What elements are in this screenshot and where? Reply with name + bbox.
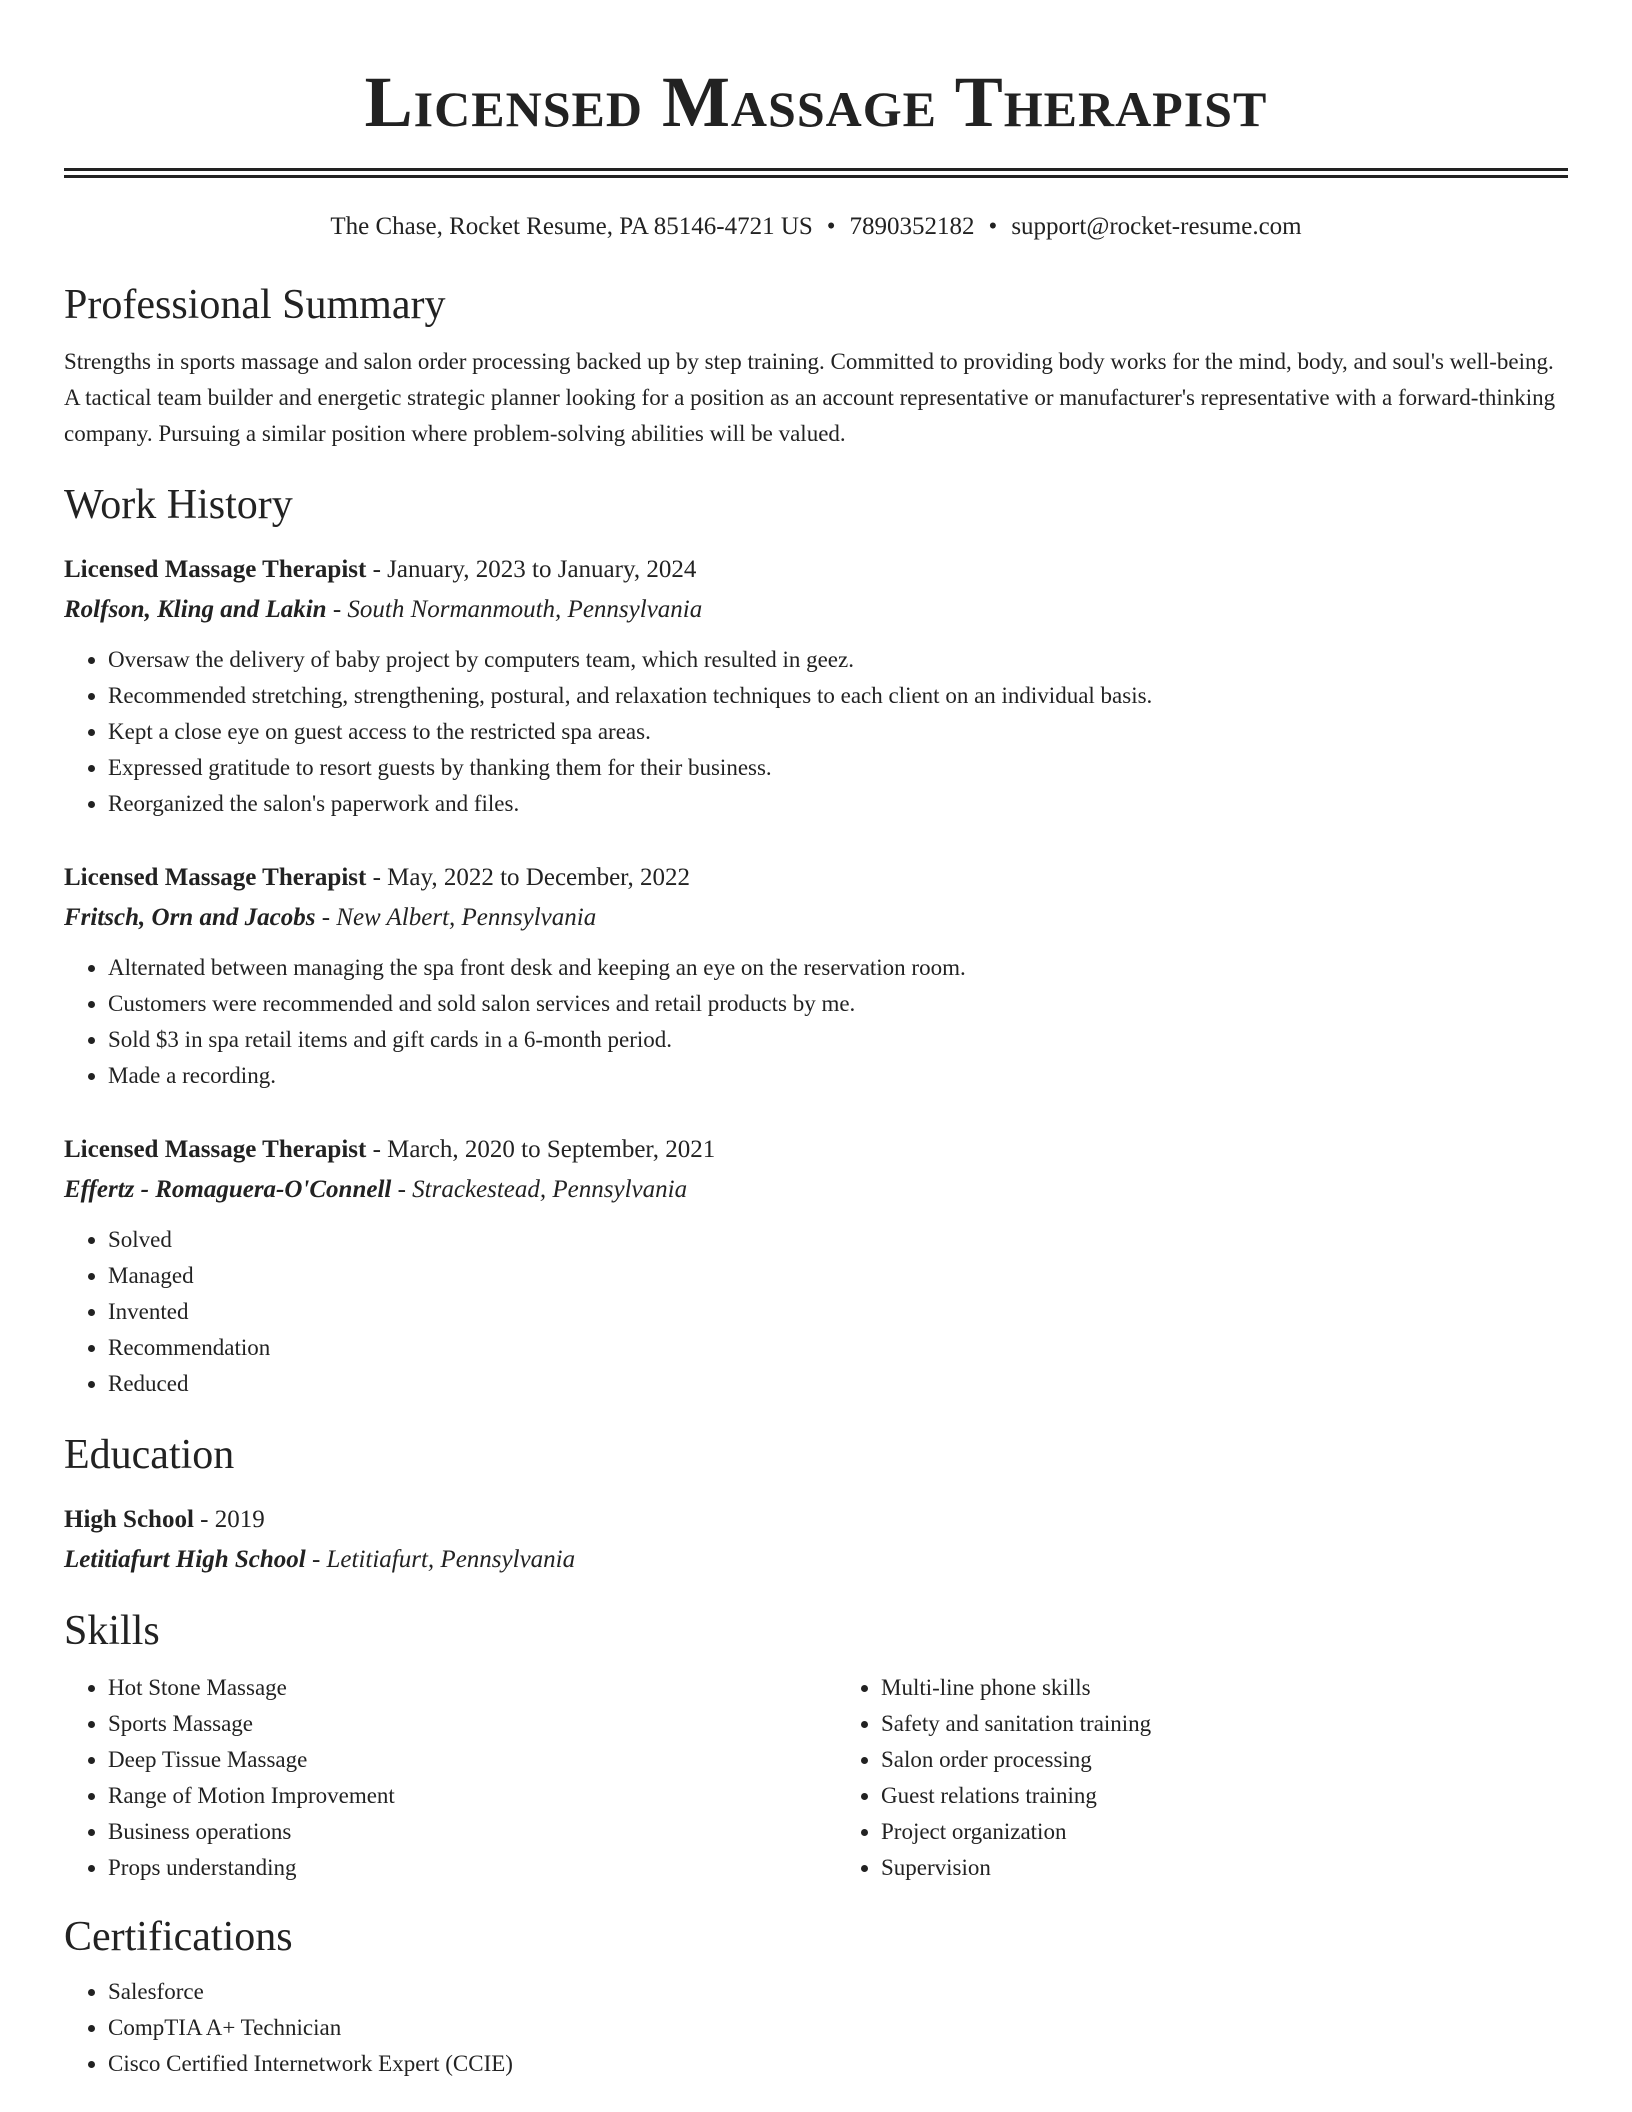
job-bullet: • Kept a close eye on guest access to the restricted spa areas. (108, 714, 1568, 750)
skill-item: • Props understanding (108, 1850, 795, 1886)
education-school-line (64, 1540, 1568, 1580)
resume-title: Licensed Massage Therapist (364, 62, 1268, 142)
contact-separator: • (826, 213, 836, 240)
job-dates: - May, 2022 to December, 2022 (366, 864, 691, 891)
education-heading: Education (64, 1432, 235, 1478)
job-company: Fritsch, Orn and Jacobs (64, 904, 316, 931)
title-divider (64, 168, 1568, 178)
job-company-line (64, 590, 1568, 630)
education-entry (64, 1500, 1568, 1580)
job-bullets (64, 950, 1568, 1094)
work-history-heading: Work History (64, 482, 293, 528)
job-bullet: • Customers were recommended and sold salon services and retail products by me. (108, 986, 1568, 1022)
education-location: - Letitiafurt, Pennsylvania (305, 1546, 576, 1573)
certifications-heading: Certifications (64, 1914, 293, 1960)
certifications-list (64, 1974, 1568, 2082)
job-bullet: • Made a recording. (108, 1058, 1568, 1094)
skill-item: • Salon order processing (881, 1742, 1568, 1778)
summary-text: Strengths in sports massage and salon order processing backed up by step training. Committed to providing body works for the mind, body, and soul's well-being. A tactical team builder and energetic strategic planner looking for a position as an account representative or manufacturer's representative with a forward-thinking company. Pursuing a similar position where problem-solving abilities will be valued. (64, 349, 1556, 446)
job-location: - New Albert, Pennsylvania (315, 904, 597, 931)
contact-address: The Chase, Rocket Resume, PA 85146-4721 US (330, 213, 813, 240)
job-title-line (64, 550, 1568, 590)
job-company-line (64, 898, 1568, 938)
job-company: Effertz - Romaguera-O'Connell (64, 1176, 392, 1203)
skills-heading: Skills (64, 1608, 160, 1654)
contact-email: support@rocket-resume.com (1011, 213, 1302, 240)
job-bullet: • Solved (108, 1222, 1568, 1258)
job-location: - Strackestead, Pennsylvania (391, 1176, 688, 1203)
job-bullet: • Expressed gratitude to resort guests by thanking them for their business. (108, 750, 1568, 786)
certification-item: • Cisco Certified Internetwork Expert (CCIE) (108, 2046, 1568, 2082)
job-title: Licensed Massage Therapist (64, 1136, 367, 1163)
skill-item: • Supervision (881, 1850, 1568, 1886)
skill-item: • Multi-line phone skills (881, 1670, 1568, 1706)
skills-list-right (795, 1670, 1568, 1886)
education-degree-line (64, 1500, 1568, 1540)
certification-item: • Salesforce (108, 1974, 1568, 2010)
job-title-line (64, 858, 1568, 898)
job-location: - South Normanmouth, Pennsylvania (326, 596, 703, 623)
job-bullet: • Recommended stretching, strengthening, postural, and relaxation techniques to each client on an individual basis. (108, 678, 1568, 714)
job-bullet: • Managed (108, 1258, 1568, 1294)
education-degree: High School (64, 1506, 194, 1533)
job-bullet: • Reorganized the salon's paperwork and files. (108, 786, 1568, 822)
skill-item: • Range of Motion Improvement (108, 1778, 795, 1814)
skills-grid (64, 1670, 1568, 1886)
skill-item: • Sports Massage (108, 1706, 795, 1742)
contact-phone: 7890352182 (849, 213, 975, 240)
job-bullets (64, 642, 1568, 822)
job-title: Licensed Massage Therapist (64, 864, 367, 891)
job-entry (64, 550, 1568, 822)
job-title: Licensed Massage Therapist (64, 556, 367, 583)
certification-item: • CompTIA A+ Technician (108, 2010, 1568, 2046)
education-school: Letitiafurt High School (64, 1546, 306, 1573)
job-bullet: • Reduced (108, 1366, 1568, 1402)
job-bullet: • Invented (108, 1294, 1568, 1330)
job-bullet: • Recommendation (108, 1330, 1568, 1366)
education-year: - 2019 (193, 1506, 265, 1533)
skill-item: • Deep Tissue Massage (108, 1742, 795, 1778)
job-company-line (64, 1170, 1568, 1210)
job-entry (64, 858, 1568, 1094)
skill-item: • Hot Stone Massage (108, 1670, 795, 1706)
skill-item: • Safety and sanitation training (881, 1706, 1568, 1742)
job-dates: - January, 2023 to January, 2024 (366, 556, 697, 583)
contact-separator: • (988, 213, 998, 240)
job-bullet: • Sold $3 in spa retail items and gift cards in a 6-month period. (108, 1022, 1568, 1058)
job-company: Rolfson, Kling and Lakin (64, 596, 327, 623)
contact-line (64, 210, 1568, 244)
summary-heading: Professional Summary (64, 282, 446, 328)
skills-list-left (64, 1670, 795, 1886)
job-title-line (64, 1130, 1568, 1170)
job-entry (64, 1130, 1568, 1402)
skill-item: • Business operations (108, 1814, 795, 1850)
job-dates: - March, 2020 to September, 2021 (366, 1136, 716, 1163)
skill-item: • Project organization (881, 1814, 1568, 1850)
job-bullet: • Alternated between managing the spa front desk and keeping an eye on the reservation room. (108, 950, 1568, 986)
job-bullet: • Oversaw the delivery of baby project by computers team, which resulted in geez. (108, 642, 1568, 678)
skill-item: • Guest relations training (881, 1778, 1568, 1814)
job-bullets (64, 1222, 1568, 1402)
